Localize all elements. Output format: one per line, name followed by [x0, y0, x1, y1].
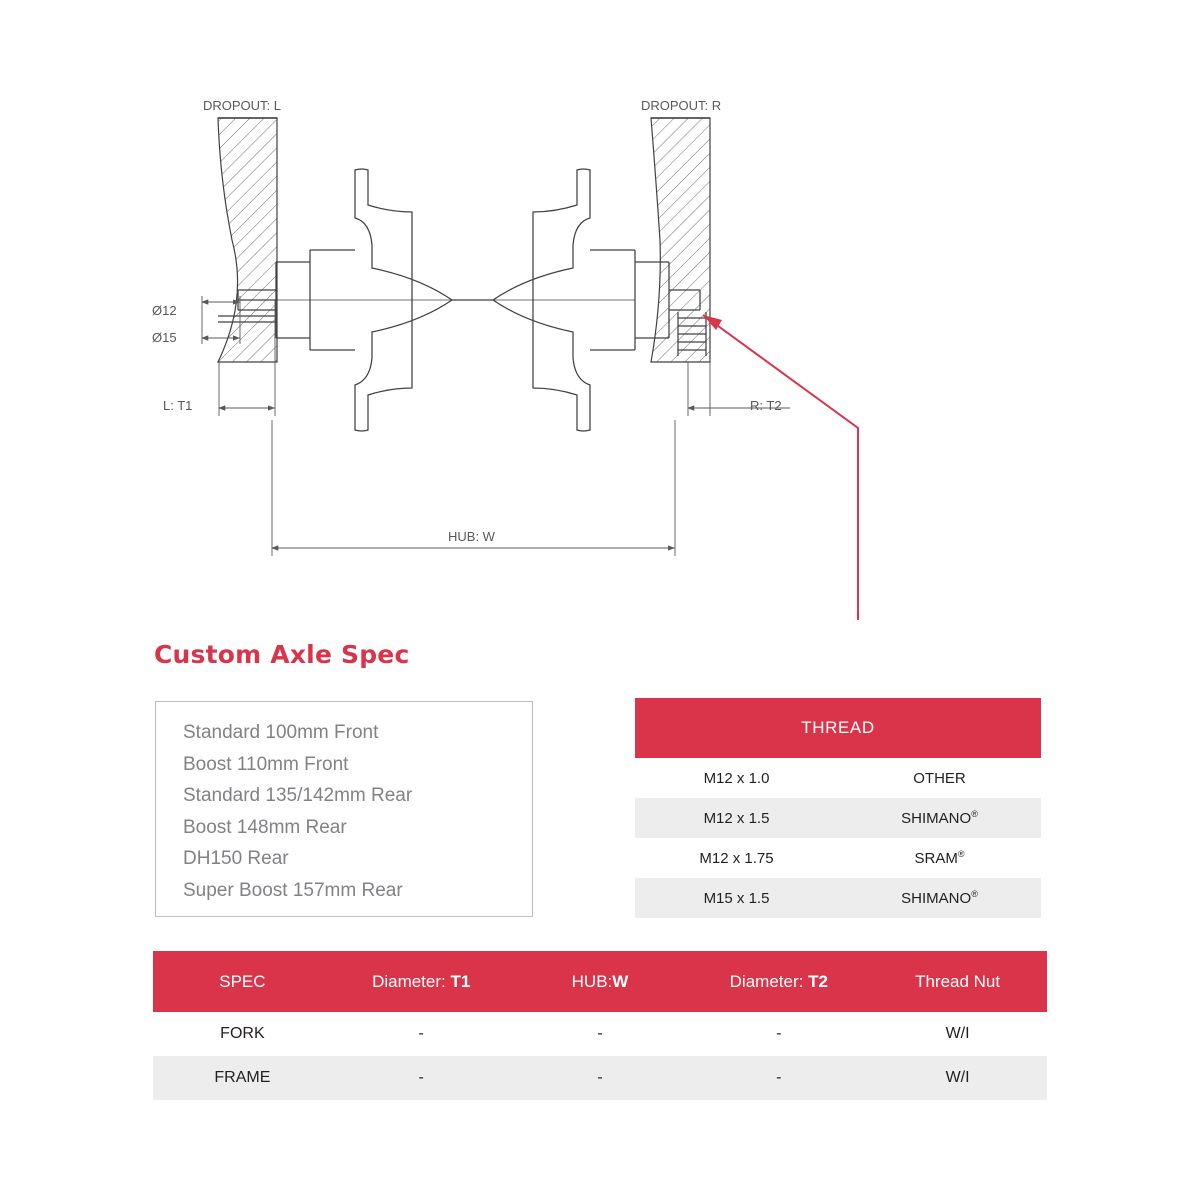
cell-thread-nut: W/I — [945, 1025, 970, 1042]
thread-size: M12 x 1.5 — [703, 809, 770, 827]
header-w — [511, 972, 690, 992]
dropout-right-label: DROPOUT: R — [641, 98, 722, 113]
table-row — [153, 1056, 1047, 1100]
header-t1-key: T1 — [450, 971, 471, 991]
thread-size: M12 x 1.0 — [703, 769, 770, 787]
list-item: Standard 100mm Front — [183, 722, 379, 743]
left-thread-label: L: T1 — [163, 398, 193, 413]
header-thread-nut: Thread Nut — [915, 971, 1001, 991]
list-item: Boost 110mm Front — [183, 753, 349, 775]
thread-brand — [838, 849, 1041, 867]
list-item: Standard 135/142mm Rear — [183, 785, 413, 806]
standards-list — [155, 701, 533, 917]
cell-spec: FRAME — [214, 1069, 271, 1086]
trademark-mark: ® — [957, 849, 965, 859]
dropout-left-shape — [218, 118, 277, 362]
spec-table — [153, 951, 1047, 1100]
list-item: DH150 Rear — [183, 848, 289, 869]
trademark-mark: ® — [971, 889, 978, 899]
thread-size: M12 x 1.75 — [699, 849, 774, 867]
thread-table — [635, 698, 1041, 918]
header-spec: SPEC — [219, 971, 266, 991]
thread-size: M15 x 1.5 — [703, 889, 770, 907]
cell-spec: FORK — [220, 1025, 265, 1042]
trademark-mark: ® — [971, 809, 978, 819]
header-t1 — [332, 972, 511, 992]
cell-t2: - — [776, 1025, 782, 1042]
header-t2-prefix: Diameter: — [729, 971, 809, 991]
table-row — [635, 758, 1041, 798]
diameter-12-label: Ø12 — [152, 303, 177, 318]
page-title: Custom Axle Spec — [154, 640, 410, 669]
hub-body-outline — [218, 169, 706, 431]
header-t2 — [689, 972, 868, 992]
table-row — [635, 798, 1041, 838]
list-item: Boost 148mm Rear — [183, 816, 347, 838]
header-w-prefix: HUB: — [571, 971, 613, 991]
cell-thread-nut: W/I — [945, 1069, 970, 1086]
table-row — [635, 878, 1041, 918]
table-row — [635, 838, 1041, 878]
cell-t1: - — [418, 1069, 424, 1086]
thread-brand-label: SRAM — [914, 850, 958, 867]
header-t2-key: T2 — [808, 971, 828, 991]
spec-table-header-row — [153, 951, 1047, 1012]
list-item: Super Boost 157mm Rear — [183, 879, 403, 901]
thread-table-header: THREAD — [635, 698, 1041, 758]
diameter-15-label: Ø15 — [152, 330, 177, 345]
thread-brand-label: OTHER — [913, 770, 966, 787]
right-thread-label: R: T2 — [750, 398, 782, 413]
cell-w: - — [597, 1025, 603, 1042]
thread-brand — [838, 809, 1041, 827]
thread-brand-label: SHIMANO — [901, 890, 972, 907]
thread-brand — [838, 889, 1041, 907]
cell-t2: - — [776, 1069, 782, 1086]
hub-width-label: HUB: W — [448, 529, 495, 544]
cell-t1: - — [418, 1025, 424, 1042]
thread-callout-leader — [703, 315, 858, 620]
cell-w: - — [597, 1069, 603, 1086]
header-t1-prefix: Diameter: — [372, 971, 451, 991]
thread-brand-label: SHIMANO — [901, 810, 972, 827]
thread-brand — [838, 769, 1041, 787]
header-w-key: W — [612, 971, 629, 991]
dropout-left-label: DROPOUT: L — [203, 98, 282, 113]
table-row — [153, 1012, 1047, 1056]
